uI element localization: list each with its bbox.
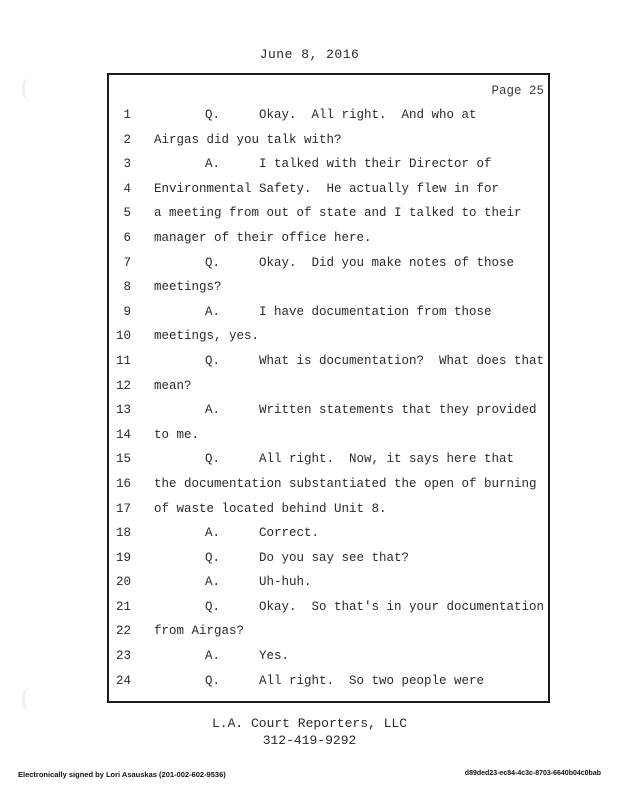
transcript-line xyxy=(109,201,548,226)
line-number: 22 xyxy=(115,624,131,639)
speaker-label: Q. xyxy=(205,599,221,614)
line-text: meetings? xyxy=(154,280,222,295)
transcript-line xyxy=(109,497,548,522)
scan-artifact-top xyxy=(22,78,39,100)
transcript-line xyxy=(109,423,548,448)
line-text: All right. So two people were xyxy=(259,673,485,688)
transcript-page-box xyxy=(107,73,550,703)
line-text: a meeting from out of state and I talked to their xyxy=(154,206,522,221)
signature-left: Electronically signed by Lori Asauskas (201-002-602-9536) xyxy=(18,770,226,779)
transcript-line xyxy=(109,644,548,669)
speaker-label: Q. xyxy=(205,353,221,368)
line-text: I talked with their Director of xyxy=(259,157,492,172)
line-number: 11 xyxy=(115,353,131,368)
line-text: I have documentation from those xyxy=(259,304,492,319)
speaker-label: A. xyxy=(205,403,221,418)
line-text: Do you say see that? xyxy=(259,550,410,565)
line-text: to me. xyxy=(154,427,200,442)
transcript-line xyxy=(109,374,548,399)
line-number: 7 xyxy=(123,255,131,270)
transcript-line xyxy=(109,595,548,620)
speaker-label: A. xyxy=(205,157,221,172)
transcript-line xyxy=(109,472,548,497)
line-text: of waste located behind Unit 8. xyxy=(154,501,387,516)
speaker-label: Q. xyxy=(205,255,221,270)
speaker-label: Q. xyxy=(205,550,221,565)
transcript-line xyxy=(109,546,548,571)
line-text: Correct. xyxy=(259,526,320,541)
line-number: 20 xyxy=(115,575,131,590)
line-number: 9 xyxy=(123,304,131,319)
transcript-line xyxy=(109,447,548,472)
line-text: Written statements that they provided xyxy=(259,403,537,418)
transcript-line xyxy=(109,226,548,251)
line-number: 19 xyxy=(115,550,131,565)
header-date: June 8, 2016 xyxy=(259,47,360,62)
line-text: What is documentation? What does that xyxy=(259,353,545,368)
transcript-line xyxy=(109,349,548,374)
line-number: 24 xyxy=(115,673,131,688)
footer-phone: 312-419-9292 xyxy=(262,733,357,748)
line-number: 1 xyxy=(123,108,131,122)
line-number: 10 xyxy=(115,329,131,344)
line-text: the documentation substantiated the open of burning xyxy=(154,476,537,491)
transcript-line xyxy=(109,275,548,300)
speaker-label: Q. xyxy=(205,673,221,688)
line-text: from Airgas? xyxy=(154,624,245,639)
line-number: 5 xyxy=(123,206,131,221)
transcript-lines xyxy=(109,103,548,693)
speaker-label: A. xyxy=(205,649,221,664)
line-number: 23 xyxy=(115,649,131,664)
signature-hash: d89ded23-ec84-4c3c-8703-6640b04c0bab xyxy=(464,770,601,777)
speaker-label: A. xyxy=(205,575,221,590)
line-text: Okay. All right. And who at xyxy=(259,108,477,122)
line-text: meetings, yes. xyxy=(154,329,260,344)
line-text: Uh-huh. xyxy=(259,575,312,590)
line-number: 15 xyxy=(115,452,131,467)
transcript-line xyxy=(109,619,548,644)
transcript-line xyxy=(109,251,548,276)
speaker-label: A. xyxy=(205,304,221,319)
transcript-line xyxy=(109,177,548,202)
transcript-line xyxy=(109,128,548,153)
transcript-line xyxy=(109,324,548,349)
footer-company: L.A. Court Reporters, LLC xyxy=(211,716,408,731)
line-text: All right. Now, it says here that xyxy=(259,452,515,467)
line-number: 14 xyxy=(115,427,131,442)
line-number: 12 xyxy=(115,378,131,393)
transcript-line xyxy=(109,103,548,128)
scan-artifact-bottom xyxy=(22,688,39,710)
line-text: manager of their office here. xyxy=(154,230,372,245)
speaker-label: A. xyxy=(205,526,221,541)
line-number: 21 xyxy=(115,599,131,614)
transcript-line xyxy=(109,521,548,546)
transcript-line xyxy=(109,300,548,325)
line-number: 18 xyxy=(115,526,131,541)
line-text: mean? xyxy=(154,378,192,393)
transcript-line xyxy=(109,152,548,177)
transcript-line xyxy=(109,398,548,423)
speaker-label: Q. xyxy=(205,108,221,122)
line-number: 3 xyxy=(123,157,131,172)
line-number: 17 xyxy=(115,501,131,516)
line-number: 8 xyxy=(123,280,131,295)
transcript-line xyxy=(109,669,548,694)
line-text: Airgas did you talk with? xyxy=(154,132,342,147)
line-text: Yes. xyxy=(259,649,290,664)
speaker-label: Q. xyxy=(205,452,221,467)
line-number: 2 xyxy=(123,132,131,147)
line-number: 6 xyxy=(123,230,131,245)
line-text: Okay. Did you make notes of those xyxy=(259,255,515,270)
line-text: Okay. So that's in your documentation xyxy=(259,599,545,614)
line-number: 4 xyxy=(123,181,131,196)
line-text: Environmental Safety. He actually flew in for xyxy=(154,181,500,196)
line-number: 13 xyxy=(115,403,131,418)
line-number: 16 xyxy=(115,476,131,491)
page-number: Page 25 xyxy=(491,84,544,98)
transcript-line xyxy=(109,570,548,595)
